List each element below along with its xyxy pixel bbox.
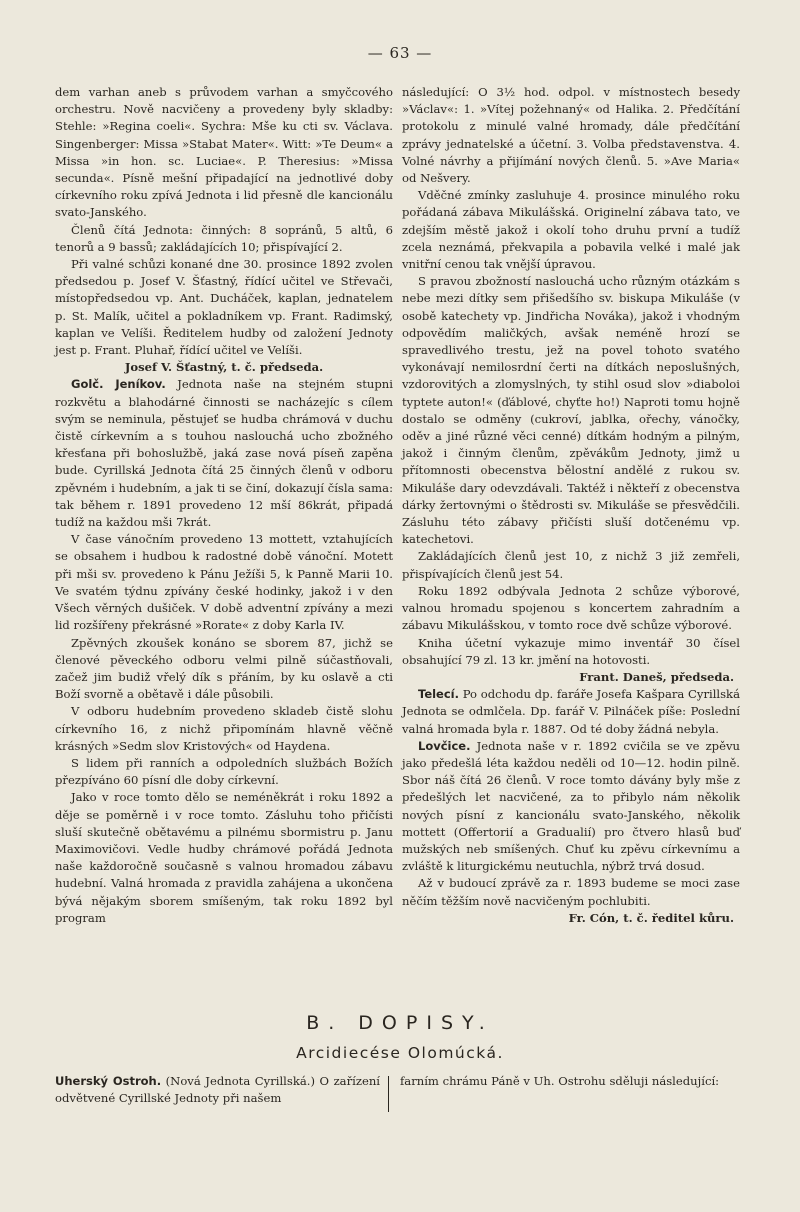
place-name: Golč. Jeníkov. bbox=[71, 377, 166, 392]
column-divider bbox=[388, 1076, 389, 1112]
bottom-left-column bbox=[55, 1073, 380, 1107]
paragraph: následující: O 3½ hod. odpol. v místnostech besedy »Václav«: 1. »Vítej požehnaný« od Halika. 2. Předčítání protokolu z minulé valné hromady, dále předčítání zprávy jednatelské a účetní. 3. Volba představenstva. 4. Volné návrhy a přijímání nových členů. 5. »Ave Maria« od Nešvery. bbox=[402, 85, 740, 186]
signature: Josef V. Šťastný, t. č. předseda. bbox=[124, 360, 324, 375]
paragraph: V odboru hudebním provedeno skladeb čistě slohu církevního 16, z nichž připomínám hlavně věčně krásných »Sedm slov Kristových« od Haydena. bbox=[55, 704, 393, 753]
paragraph: Roku 1892 odbývala Jednota 2 schůze výborové, valnou hromadu spojenou s koncertem zahradním a zábavu Mikulášskou, v tomto roce dvě schůze výborové. bbox=[402, 583, 740, 633]
paragraph: V čase vánočním provedeno 13 mottett, vztahujících se obsahem i hudbou k radostné době vánoční. Motett při mši sv. provedeno k Pánu Ježíši 5, k Panně Marii 10. Ve svatém týdnu zpívány české hodinky, jakož i v den Všech věrných dušiček. V době adventní zpívány a mezi lid rozšířeny překrásné »Rorate« z doby Karla IV. bbox=[55, 532, 393, 633]
paragraph-uhersky-ostroh: Uherský Ostroh. (Nová Jednota Cyrillská.) O zařízení odvětvené Cyrillské Jednoty při našem bbox=[55, 1074, 380, 1106]
paragraph: dem varhan aneb s průvodem varhan a smyčcového orchestru. Nově nacvičeny a provedeny byly skladby: Stehle: »Regina coeli«. Sychra: Mše ku cti sv. Václava. Singenberger: Missa »Stabat Mater«. Witt: »Te Deum« a Missa »in hon. sc. Luciae«. P. Theresius: »Missa secunda«. Písně mešní připadající na jednotlivé doby církevního roku zpívá Jednota i lid přesně dle kancionálu svato-Janského. bbox=[55, 85, 393, 220]
paragraph: Jako v roce tomto dělo se neméněkrát i roku 1892 a děje se poměrně i v roce tomto. Zásluhu toho přičísti sluší skutečně obětavému a pilnému sbormistru p. Janu Maximovičovi. Vedle hudby chrámové pořádá Jednota naše každoročně současně s valnou hromadou zábavu hudební. Valná hromada z pravidla zahájena a ukončena bývá nějakým sborem smíšeným, tak roku 1892 byl program bbox=[55, 790, 393, 925]
paragraph-body: Jednota naše na stejném stupni rozkvětu a blahodárné činnosti se nacházejíc s cílem svým se neminula, pěstujeť se hudba chrámová v duchu čistě církevním a s touhou naslouchá ucho zbožného křesťana při bohoslužbě, jaká zase nová píseň zapěna bude. Cyrillská Jednota čítá 25 činných členů v odboru zpěvném i hudebním, a jak ti se činí, dokazují čísla sama: tak během r. 1891 provedeno 12 mší 86krát, připadá tudíž na každou mši 7krát. bbox=[55, 377, 393, 530]
place-name: Telecí. bbox=[418, 687, 459, 702]
place-name: Uherský Ostroh. bbox=[55, 1074, 162, 1088]
paragraph: Zakládajících členů jest 10, z nichž 3 již zemřeli, přispívajících členů jest 54. bbox=[402, 549, 740, 581]
right-column bbox=[402, 84, 740, 927]
left-column bbox=[55, 84, 393, 927]
paragraph: S lidem při ranních a odpoledních službách Božích přezpíváno 60 písní dle doby církevní. bbox=[55, 755, 393, 788]
signature: Fr. Cón, t. č. ředitel kůru. bbox=[568, 910, 734, 925]
paragraph: S pravou zbožností naslouchá ucho různým otázkám s nebe mezi dítky sem přišedšího sv. biskupa Mikuláše (v osobě katechety vp. Jindřicha Nováka), jakož i vhodným odpovědím maličkých, avšak neméně hrozí se spravedlivého trestu, jež na povel tohoto svatého vykonávají nemilosrdní čerti na dítkách neposlušných, vzdorovitých a zlomyslných, ty stihl osud slov »diaboloi typtete auton!« (ďáblové, chyťte ho!) Naproti tomu hojně dostalo se odměny (cukroví, jablka, ořechy, vánočky, oděv a jiné různé věci cenné) dítkám hodným a pilným, jakož i činným členům, zpěvákům Jednoty, jimž u přítomnosti obecenstva bělostní andělé z rukou sv. Mikuláše dary odevzdávali. Taktéž i někteří z obecenstva dárky žertovnými o štědrosti sv. Mikuláše se přesvědčili. Zásluhu této zábavy přičísti sluší dotčenému vp. katechetovi. bbox=[402, 274, 740, 547]
paragraph: Při valné schůzi konané dne 30. prosince 1892 zvolen předsedou p. Josef V. Šťastný, řídící učitel ve Střevači, místopředsedou vp. Ant. Ducháček, kaplan, jednatelem p. St. Malík, učitel a pokladníkem vp. Frant. Radimský, kaplan ve Velíši. Ředitelem hudby od založení Jednoty jest p. Frant. Pluhař, řídící učitel ve Velíši. bbox=[55, 257, 393, 358]
paragraph: Vděčné zmínky zasluhuje 4. prosince minulého roku pořádaná zábava Mikulášská. Originelní zábava tato, ve zdejším městě jakož i okolí toho druhu první a tudíž zcela neznámá, překvapila a pobavila velké i malé jak vnitřní cenou tak vnější úpravou. bbox=[402, 188, 740, 272]
paragraph-lovcice: Lovčice. Jednota naše v r. 1892 cvičila se ve zpěvu jako předešlá léta každou neděli od 10—12. hodin pilně. Sbor náš čítá 26 členů. V roce tomto dávány byly mše z předešlých let nacvičené, za to přibylo nám několik nových písní z kancionálu svato-Janského, několik mottett (Offertorií a Gradualií) pro čtvero hlasů buď mužských neb smíšených. Chuť ku zpěvu církevnímu a zvláště k liturgickému neutuchla, nýbrž trvá dosud. bbox=[402, 738, 740, 874]
section-title: B. DOPISY. bbox=[306, 1012, 494, 1034]
paragraph: Kniha účetní vykazuje mimo inventář 30 čísel obsahující 79 zl. 13 kr. jmění na hotovosti. bbox=[402, 635, 740, 667]
paragraph: Až v budoucí zprávě za r. 1893 budeme se moci zase něčím těžším nově nacvičeným pochlubiti. bbox=[402, 876, 740, 908]
bottom-right-column bbox=[400, 1073, 740, 1090]
signature: Frant. Daneš, předseda. bbox=[579, 669, 734, 684]
page-number: — 63 — bbox=[367, 44, 433, 62]
place-name: Lovčice. bbox=[418, 738, 471, 753]
section-subtitle: Arcidiecése Olomúcká. bbox=[296, 1044, 504, 1062]
paragraph: Členů čítá Jednota: činných: 8 sopránů, 5 altů, 6 tenorů a 9 bassů; zakládajících 10; přispívající 2. bbox=[55, 222, 393, 254]
paragraph: Zpěvných zkoušek konáno se sborem 87, jichž se členové pěveckého odboru velmi pilně súčastňovali, začež jim budiž vřelý dík s přáním, by ku oslavě a cti Boží svorně a obětavě i dále působili. bbox=[55, 635, 393, 702]
paragraph-teleci: Telecí. Po odchodu dp. faráře Josefa Kašpara Cyrillská Jednota se odmlčela. Dp. farář V. Pilnáček píše: Poslední valná hromada byla r. 1887. Od té doby žádná nebyla. bbox=[402, 687, 740, 736]
paragraph-golc-jenikov bbox=[55, 376, 393, 531]
paragraph: farním chrámu Páně v Uh. Ostrohu sděluji následující: bbox=[400, 1074, 720, 1088]
